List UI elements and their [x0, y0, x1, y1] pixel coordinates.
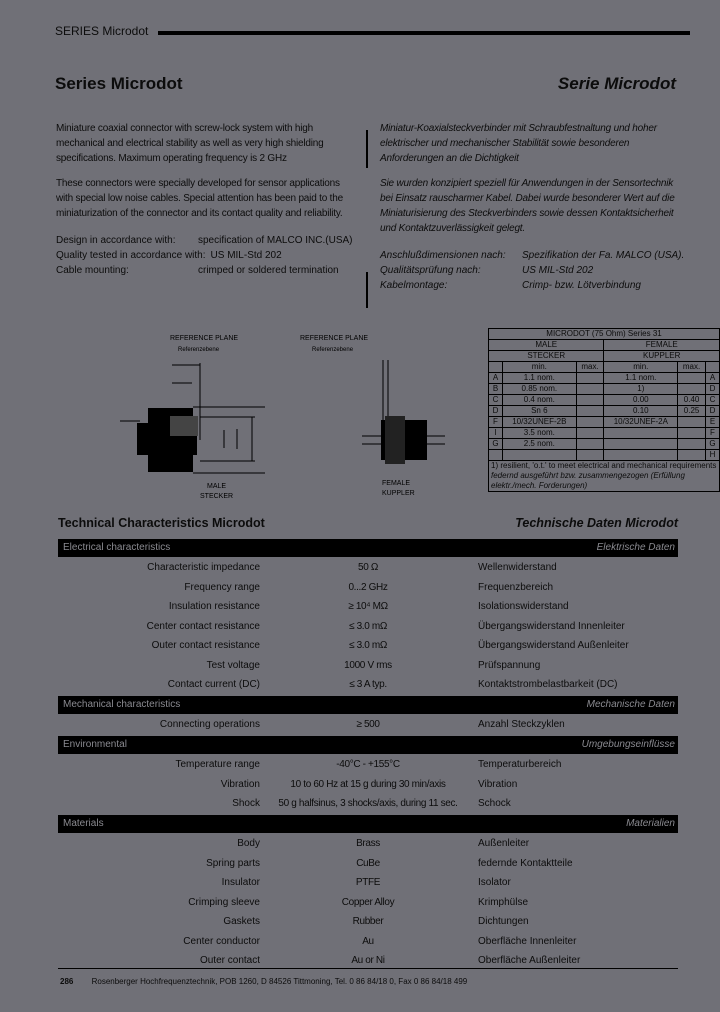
specs-en: [56, 233, 358, 278]
dim-cell-f2: [678, 384, 706, 395]
dim-row: [489, 384, 720, 395]
property-de: Dichtungen: [478, 916, 529, 927]
dim-cell-r: A: [705, 373, 719, 384]
dim-cell-m1: 10/32UNEF-2B: [502, 417, 576, 428]
dim-cell-f2: [678, 450, 706, 461]
title-en: Series Microdot: [55, 74, 183, 93]
dim-cell-r: H: [705, 450, 719, 461]
property-de: Isolationswiderstand: [478, 601, 569, 612]
dim-cell-l: A: [489, 373, 503, 384]
dim-female: FEMALE: [604, 340, 720, 351]
property-value: Au or Ni: [351, 955, 385, 966]
dim-cell-m2: [576, 395, 604, 406]
dim-row: [489, 439, 720, 450]
property-en: Spring parts: [206, 857, 260, 869]
property-value: 50 Ω: [358, 562, 378, 573]
property-value: ≤ 3.0 mΩ: [349, 620, 387, 632]
footer-address: Rosenberger Hochfrequenztechnik, POB 1260, D 84526 Tittmoning, Tel. 0 86 84/18 0, Fax 0 86 84/18 499: [91, 977, 468, 986]
dim-max: max.: [678, 362, 706, 373]
property-value: Au: [362, 935, 374, 947]
dim-row: [489, 395, 720, 406]
table-row: [58, 912, 678, 931]
table-row: [58, 558, 678, 577]
dim-cell-f1: [604, 450, 678, 461]
tech-title-de: Technische Daten Microdot: [515, 516, 678, 530]
ref-plane-label: REFERENCE PLANE: [300, 335, 369, 342]
dim-cell-l: F: [489, 417, 503, 428]
dim-cell-r: E: [705, 417, 719, 428]
property-en: Characteristic impedance: [147, 562, 260, 573]
dim-cell-m2: [576, 450, 604, 461]
dim-cell-m2: [576, 428, 604, 439]
intro-de-1: Miniatur-Koaxialsteckverbinder mit Schraubfestnaltung und hoher elektrischer und mechanischer Stabilität sowie besonderen Anforderungen an die Dichtigkeit: [380, 123, 657, 164]
table-row: [58, 834, 678, 853]
divider: [366, 130, 368, 168]
property-de: Krimphülse: [478, 896, 529, 908]
table-row: [58, 893, 678, 912]
dim-cell-f2: [678, 417, 706, 428]
dim-cell-f2: [678, 439, 706, 450]
property-de: Oberfläche Innenleiter: [478, 935, 577, 947]
section-header: [58, 736, 678, 754]
property-de: Wellenwiderstand: [478, 562, 557, 573]
dim-cell-m2: [576, 406, 604, 417]
property-value: Rubber: [352, 916, 384, 927]
dim-cell-f1: 0.00: [604, 395, 678, 406]
table-row: [58, 794, 678, 813]
ref-plane-de-label: Referenzebene: [178, 347, 220, 353]
spec-value: specification of MALCO INC.(USA): [198, 235, 353, 246]
property-en: Center conductor: [183, 935, 260, 947]
dim-cell-f1: [604, 428, 678, 439]
female-label: FEMALE: [382, 480, 411, 487]
dim-male-de: STECKER: [489, 351, 604, 362]
dim-cell-m1: 1.1 nom.: [502, 373, 576, 384]
property-de: Außenleiter: [478, 838, 530, 849]
dim-min: min.: [604, 362, 678, 373]
dim-title: MICRODOT (75 Ohm) Series 31: [489, 329, 720, 340]
dim-cell-r: C: [705, 395, 719, 406]
section-title-de: Mechanische Daten: [586, 699, 675, 710]
spec-key: Anschlußdimensionen nach:: [380, 250, 506, 261]
spec-value: Crimp- bzw. Lötverbindung: [522, 280, 641, 291]
table-row: [58, 873, 678, 892]
property-de: Anzahl Steckzyklen: [478, 719, 565, 730]
tech-title-en: Technical Characteristics Microdot: [58, 516, 265, 530]
property-en: Outer contact resistance: [151, 640, 260, 651]
specs-de: [380, 248, 686, 293]
dim-cell-f1: 1.1 nom.: [604, 373, 678, 384]
dim-cell-m1: 2.5 nom.: [502, 439, 576, 450]
section-title-en: Electrical characteristics: [63, 542, 171, 553]
section-title-en: Materials: [63, 818, 104, 829]
property-en: Outer contact: [199, 955, 260, 966]
section-header: [58, 696, 678, 714]
property-en: Gaskets: [223, 916, 260, 927]
spec-value: crimped or soldered termination: [198, 265, 339, 276]
table-row: [58, 715, 678, 734]
table-row: [58, 775, 678, 794]
intro-column-de: [380, 121, 686, 293]
property-en: Vibration: [220, 778, 260, 790]
property-de: Frequenzbereich: [478, 581, 554, 593]
property-value: 0...2 GHz: [348, 581, 388, 593]
dim-row: [489, 428, 720, 439]
dim-male: MALE: [489, 340, 604, 351]
section-header: [58, 815, 678, 833]
dim-cell-m1: 0.85 nom.: [502, 384, 576, 395]
male-connector-shape: [137, 408, 198, 472]
property-en: Test voltage: [206, 659, 260, 671]
female-de-label: KUPPLER: [382, 490, 415, 497]
dim-cell-r: D: [705, 384, 719, 395]
header-rule: [158, 31, 690, 35]
divider: [366, 272, 368, 308]
dim-max: max.: [576, 362, 604, 373]
spec-value: US MIL-Std 202: [522, 265, 594, 276]
property-de: Oberfläche Außenleiter: [478, 955, 581, 966]
section-header: [58, 539, 678, 557]
spec-key: Design in accordance with:: [56, 235, 176, 246]
spec-key: Qualitätsprüfung nach:: [380, 265, 481, 276]
dim-cell-m1: 3.5 nom.: [502, 428, 576, 439]
dimension-table: [488, 328, 720, 492]
dim-cell-f2: 0.25: [678, 406, 706, 417]
dim-row: [489, 406, 720, 417]
property-value: ≥ 500: [356, 719, 380, 730]
intro-column-en: [56, 121, 358, 278]
property-value: CuBe: [356, 857, 380, 869]
intro-de-2: Sie wurden konzipiert speziell für Anwendungen in der Sensortechnik bei Einsatz rauscharmer Kabel. Dabei wurde besonderer Wert auf die Miniaturisierung des Steckverbinders sowie dessen Kontaktsicherheit und Kontaktzuverlässigkeit gelegt.: [380, 178, 675, 234]
property-en: Contact current (DC): [167, 679, 260, 690]
dim-cell-l: C: [489, 395, 503, 406]
property-value: 1000 V rms: [344, 659, 392, 671]
dim-female-de: KUPPLER: [604, 351, 720, 362]
dim-cell-l: I: [489, 428, 503, 439]
bottom-rule: [58, 968, 678, 969]
ref-plane-de-label: Referenzebene: [312, 347, 354, 353]
property-de: Isolator: [478, 877, 511, 888]
footer: [60, 977, 467, 986]
dim-min: min.: [502, 362, 576, 373]
dim-row: [489, 450, 720, 461]
section-title-de: Materialien: [626, 818, 675, 829]
connector-drawing: [100, 328, 480, 508]
table-row: [58, 932, 678, 951]
property-value: 10 to 60 Hz at 15 g during 30 min/axis: [290, 778, 446, 790]
dim-cell-l: D: [489, 406, 503, 417]
spec-key: Cable mounting:: [56, 265, 129, 276]
property-en: Shock: [232, 798, 260, 809]
dim-cell-f1: 10/32UNEF-2A: [604, 417, 678, 428]
spec-key: Kabelmontage:: [380, 280, 448, 291]
dim-cell-f1: [604, 439, 678, 450]
dim-cell-r: G: [705, 439, 719, 450]
property-value: -40°C - +155°C: [336, 759, 400, 770]
dim-cell-m2: [576, 373, 604, 384]
dim-cell-m2: [576, 384, 604, 395]
property-de: Kontaktstrombelastbarkeit (DC): [478, 679, 618, 690]
dim-cell-f2: [678, 428, 706, 439]
property-de: Temperaturbereich: [478, 759, 562, 770]
ref-plane-label: REFERENCE PLANE: [170, 335, 239, 342]
intro-en-1: Miniature coaxial connector with screw-lock system with high mechanical and electrical stability as well as very high shielding specifications. Maximum operating frequency is 2 GHz: [56, 123, 324, 164]
table-row: [58, 656, 678, 675]
spec-value: US MIL-Std 202: [210, 250, 282, 261]
male-label: MALE: [207, 483, 227, 490]
table-row: [58, 636, 678, 655]
property-de: Übergangswiderstand Außenleiter: [478, 640, 629, 651]
property-de: Schock: [478, 798, 511, 809]
section-title-en: Mechanical characteristics: [63, 699, 181, 710]
spec-value: Spezifikation der Fa. MALCO (USA).: [522, 250, 685, 261]
dim-cell-l: B: [489, 384, 503, 395]
dim-cell-r: F: [705, 428, 719, 439]
table-row: [58, 675, 678, 694]
table-row: [58, 597, 678, 616]
property-value: PTFE: [355, 877, 381, 888]
section-title-de: Elektrische Daten: [596, 542, 675, 553]
property-value: ≤ 3 A typ.: [349, 679, 387, 690]
dim-cell-m2: [576, 439, 604, 450]
property-en: Crimping sleeve: [188, 896, 260, 908]
property-en: Temperature range: [175, 759, 260, 770]
property-de: Vibration: [478, 778, 518, 790]
dim-note-de: federnd ausgeführt bzw. zusammengezogen (Erfüllung elektr./mech. Forderungen): [491, 471, 685, 490]
property-value: Copper Alloy: [341, 896, 395, 908]
page-number: 286: [60, 977, 74, 986]
dim-row: [489, 373, 720, 384]
female-connector-shape: [381, 416, 427, 464]
section-title-de: Umgebungseinflüsse: [581, 739, 675, 750]
table-row: [58, 755, 678, 774]
property-value: Brass: [356, 838, 380, 849]
property-value: ≥ 10⁴ MΩ: [348, 601, 388, 612]
dim-cell-f1: 1): [604, 384, 678, 395]
dim-cell-f1: 0.10: [604, 406, 678, 417]
title-de: Serie Microdot: [557, 74, 676, 93]
series-header: SERIES Microdot: [55, 24, 149, 38]
spec-key: Quality tested in accordance with:: [56, 250, 206, 261]
property-de: Prüfspannung: [478, 659, 541, 671]
table-row: [58, 854, 678, 873]
property-value: ≤ 3.0 mΩ: [349, 640, 387, 651]
property-value: 50 g halfsinus, 3 shocks/axis, during 11 sec.: [278, 798, 458, 809]
property-en: Frequency range: [184, 581, 260, 593]
property-en: Body: [237, 838, 260, 849]
property-en: Insulation resistance: [168, 601, 260, 612]
property-en: Center contact resistance: [146, 620, 260, 632]
table-row: [58, 578, 678, 597]
dim-cell-r: D: [705, 406, 719, 417]
dim-note-en: 1) resilient, 'o.t.' to meet electrical and mechanical requirements: [491, 461, 717, 470]
dim-cell-m1: Sn 6: [502, 406, 576, 417]
section-title-en: Environmental: [63, 739, 127, 750]
dim-cell-f2: [678, 373, 706, 384]
property-de: Übergangswiderstand Innenleiter: [478, 620, 625, 632]
intro-en-2: These connectors were specially developed for sensor applications with special low noise cables. Special attention has been paid to the miniaturization of the connector and its contact quality and reliability.: [56, 178, 343, 219]
property-en: Connecting operations: [159, 719, 260, 730]
dim-row: [489, 417, 720, 428]
dim-cell-l: [489, 450, 503, 461]
dim-cell-m2: [576, 417, 604, 428]
male-de-label: STECKER: [200, 493, 234, 500]
property-en: Insulator: [221, 877, 260, 888]
dim-cell-l: G: [489, 439, 503, 450]
property-de: federnde Kontaktteile: [478, 857, 573, 869]
dim-cell-m1: 0.4 nom.: [502, 395, 576, 406]
table-row: [58, 617, 678, 636]
dim-cell-m1: [502, 450, 576, 461]
dim-cell-f2: 0.40: [678, 395, 706, 406]
